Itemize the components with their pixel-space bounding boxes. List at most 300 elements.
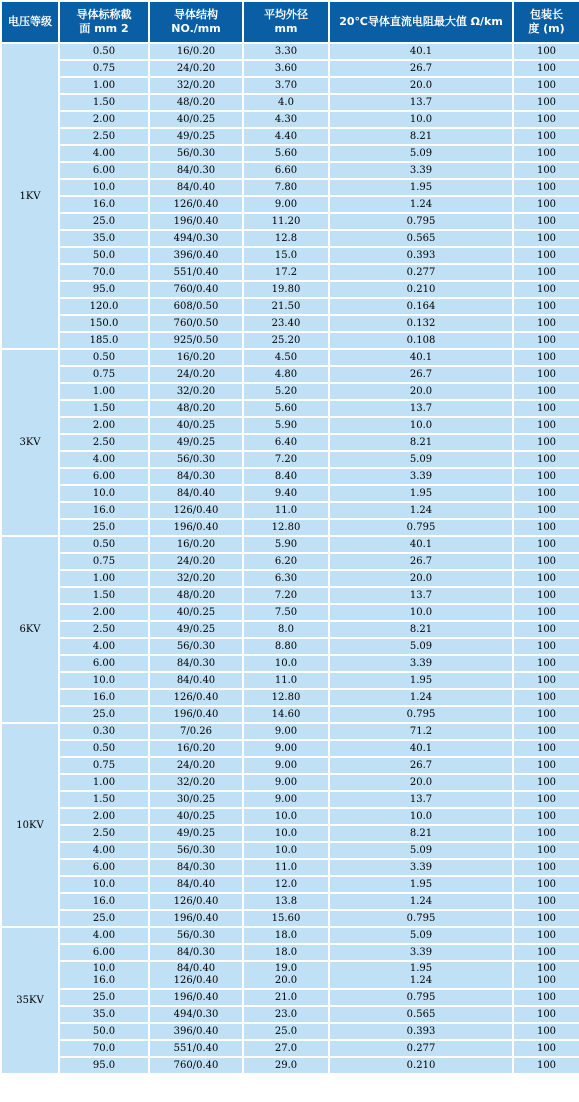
- cell-text: 26.7: [409, 369, 433, 380]
- cell-text: 100: [536, 963, 557, 974]
- table-row: [2, 61, 579, 76]
- diameter-cell: [244, 537, 328, 552]
- cell-text: 11.0: [274, 675, 298, 686]
- resistance-cell: [330, 78, 512, 93]
- cell-text: 4.00: [92, 845, 116, 856]
- cross-section-cell: [60, 367, 148, 382]
- structure-cell: [150, 282, 242, 297]
- cell-text: 1.24: [409, 505, 433, 516]
- cross-section-cell: [60, 928, 148, 943]
- length-cell: [514, 367, 579, 382]
- table-row: [2, 826, 579, 841]
- cell-text: 9.00: [274, 199, 298, 210]
- resistance-cell: [330, 367, 512, 382]
- diameter-cell: [244, 163, 328, 178]
- cell-text: 84/0.30: [176, 947, 216, 958]
- length-cell: [514, 384, 579, 399]
- cell-text: 100: [536, 284, 557, 295]
- length-cell: [514, 469, 579, 484]
- table-row: [2, 265, 579, 280]
- cell-text: 0.164: [406, 301, 436, 312]
- voltage-class-cell: 1KV: [2, 44, 58, 348]
- cell-text: 551/0.40: [173, 1043, 219, 1054]
- cell-text: 23.40: [271, 318, 301, 329]
- cross-section-cell: [60, 231, 148, 246]
- diameter-cell: [244, 809, 328, 824]
- cell-text: 4.00: [92, 930, 116, 941]
- cell-text: 100: [536, 658, 557, 669]
- resistance-cell: [330, 44, 512, 59]
- cell-text: 16.0: [92, 692, 116, 703]
- structure-cell: [150, 333, 242, 348]
- cell-text: 4.50: [274, 352, 298, 363]
- cross-section-cell: [60, 622, 148, 637]
- cell-text: 25.0: [92, 709, 116, 720]
- cell-text: 100: [536, 692, 557, 703]
- cell-text: 32/0.20: [176, 80, 216, 91]
- cross-section-cell: [60, 435, 148, 450]
- cell-text: 0.75: [92, 369, 116, 380]
- cell-text: 100: [536, 726, 557, 737]
- resistance-cell: [330, 843, 512, 858]
- length-cell: [514, 316, 579, 331]
- cell-text: 5.09: [409, 148, 433, 159]
- cell-text: 21.50: [271, 301, 301, 312]
- cell-text: 9.00: [274, 743, 298, 754]
- structure-cell: [150, 367, 242, 382]
- length-cell: [514, 605, 579, 620]
- cell-text: 5.90: [274, 539, 298, 550]
- resistance-cell: [330, 384, 512, 399]
- cross-section-cell: [60, 690, 148, 705]
- diameter-cell: [244, 469, 328, 484]
- table-row: [2, 299, 579, 314]
- cell-text: 196/0.40: [173, 709, 219, 720]
- cell-text: 100: [536, 1043, 557, 1054]
- diameter-cell: [244, 435, 328, 450]
- structure-cell: [150, 775, 242, 790]
- cell-text: 1.95: [409, 675, 433, 686]
- cell-text: 100: [536, 471, 557, 482]
- structure-cell: [150, 724, 242, 739]
- cell-text: 40/0.25: [176, 607, 216, 618]
- cell-text: 8.21: [409, 624, 433, 635]
- table-row: [2, 656, 579, 671]
- resistance-cell: [330, 197, 512, 212]
- cell-text: 100: [536, 743, 557, 754]
- table-body: [2, 44, 579, 1073]
- length-cell: [514, 333, 579, 348]
- cell-text: 32/0.20: [176, 777, 216, 788]
- cell-text: 100: [536, 199, 557, 210]
- cell-text: 13.8: [274, 896, 298, 907]
- structure-cell: [150, 690, 242, 705]
- cell-text: 10.0: [274, 658, 298, 669]
- cell-text: 56/0.30: [176, 930, 216, 941]
- length-cell: [514, 656, 579, 671]
- cross-section-cell: [60, 95, 148, 110]
- cell-text: 0.277: [406, 267, 436, 278]
- cell-text: 100: [536, 250, 557, 261]
- length-cell: [514, 418, 579, 433]
- diameter-cell: [244, 214, 328, 229]
- cell-text: 5.90: [274, 420, 298, 431]
- cell-text: 10.0: [409, 420, 433, 431]
- cell-text: 84/0.40: [176, 182, 216, 193]
- structure-cell: [150, 639, 242, 654]
- cell-text: 100: [536, 352, 557, 363]
- structure-cell: [150, 673, 242, 688]
- cell-text: 24/0.20: [176, 760, 216, 771]
- length-cell: [514, 775, 579, 790]
- resistance-cell: [330, 809, 512, 824]
- cell-text: 3.30: [274, 46, 298, 57]
- table-row: [2, 384, 579, 399]
- resistance-cell: [330, 1024, 512, 1039]
- length-cell: [514, 265, 579, 280]
- cell-text: 84/0.40: [176, 488, 216, 499]
- cell-text: 196/0.40: [173, 992, 219, 1003]
- cell-text: 29.0: [274, 1060, 298, 1071]
- cell-text: 3.39: [409, 471, 433, 482]
- diameter-cell: [244, 1024, 328, 1039]
- cross-section-cell: [60, 707, 148, 722]
- diameter-cell: [244, 95, 328, 110]
- cell-text: 100: [536, 267, 557, 278]
- length-cell: [514, 588, 579, 603]
- cell-text: 0.30: [92, 726, 116, 737]
- cell-text: 1.50: [92, 590, 116, 601]
- cell-text: 100: [536, 896, 557, 907]
- cross-section-cell: [60, 554, 148, 569]
- cell-text: 2.00: [92, 114, 116, 125]
- resistance-cell: [330, 503, 512, 518]
- cell-text: 84/0.30: [176, 165, 216, 176]
- length-cell: [514, 350, 579, 365]
- table-row: [2, 809, 579, 824]
- diameter-cell: [244, 605, 328, 620]
- cell-text: 1.95: [409, 488, 433, 499]
- cross-section-cell: [60, 129, 148, 144]
- cell-text: 925/0.50: [173, 335, 219, 346]
- cell-text: 0.277: [406, 1043, 436, 1054]
- diameter-cell: [244, 78, 328, 93]
- cell-text: 396/0.40: [173, 250, 219, 261]
- cell-text: 760/0.50: [173, 318, 219, 329]
- cell-text: 0.795: [406, 913, 436, 924]
- cell-text: 25.0: [92, 522, 116, 533]
- cross-section-cell: [60, 843, 148, 858]
- cell-text: 6.40: [274, 437, 298, 448]
- resistance-cell: [330, 180, 512, 195]
- cross-section-cell: [60, 911, 148, 926]
- length-cell: [514, 299, 579, 314]
- resistance-cell: [330, 112, 512, 127]
- cell-text: 100: [536, 46, 557, 57]
- diameter-cell: [244, 350, 328, 365]
- table-row: [2, 282, 579, 297]
- cell-text: 56/0.30: [176, 641, 216, 652]
- cell-text: 100: [536, 879, 557, 890]
- cell-text: 11.0: [274, 505, 298, 516]
- cell-text: 100: [536, 607, 557, 618]
- table-row: [2, 520, 579, 535]
- cross-section-cell: [60, 316, 148, 331]
- length-cell: [514, 401, 579, 416]
- table-row: [2, 163, 579, 178]
- length-cell: [514, 792, 579, 807]
- diameter-cell: [244, 860, 328, 875]
- table-row: [2, 571, 579, 586]
- structure-cell: [150, 299, 242, 314]
- cell-text: 2.50: [92, 624, 116, 635]
- structure-cell: [150, 990, 242, 1005]
- diameter-cell: [244, 673, 328, 688]
- cross-section-cell: [60, 282, 148, 297]
- cross-section-cell: [60, 503, 148, 518]
- resistance-cell: [330, 605, 512, 620]
- cross-section-cell: [60, 384, 148, 399]
- cross-section-cell: [60, 486, 148, 501]
- resistance-cell: [330, 452, 512, 467]
- structure-cell: [150, 146, 242, 161]
- cell-text: 100: [536, 488, 557, 499]
- cell-text: 6.30: [274, 573, 298, 584]
- diameter-cell: [244, 962, 328, 988]
- cell-text: 8.80: [274, 641, 298, 652]
- diameter-cell: [244, 180, 328, 195]
- resistance-cell: [330, 231, 512, 246]
- table-row: [2, 452, 579, 467]
- cell-text: 6.60: [274, 165, 298, 176]
- table-row: [2, 197, 579, 212]
- cell-text: 120.0: [89, 301, 119, 312]
- cross-section-cell: [60, 945, 148, 960]
- cell-text: 32/0.20: [176, 573, 216, 584]
- cross-section-cell: [60, 333, 148, 348]
- cell-text: 24/0.20: [176, 556, 216, 567]
- resistance-cell: [330, 469, 512, 484]
- table-row: [2, 333, 579, 348]
- voltage-class-cell: 6KV: [2, 537, 58, 722]
- cross-section-cell: [60, 826, 148, 841]
- voltage-class-cell: 35KV: [2, 928, 58, 1073]
- cell-text: 35.0: [92, 1009, 116, 1020]
- structure-cell: [150, 486, 242, 501]
- cell-text: 5.09: [409, 454, 433, 465]
- cell-text: 10.0: [92, 488, 116, 499]
- table-row: [2, 401, 579, 416]
- cell-text: 2.00: [92, 811, 116, 822]
- cell-text: 14.60: [271, 709, 301, 720]
- cell-text: 1.50: [92, 403, 116, 414]
- cell-text: 56/0.30: [176, 148, 216, 159]
- cell-text: 1.95: [409, 963, 433, 974]
- length-cell: [514, 537, 579, 552]
- cell-text: 6.00: [92, 165, 116, 176]
- cell-text: 196/0.40: [173, 522, 219, 533]
- cell-text: 10.0: [409, 114, 433, 125]
- cell-text: 100: [536, 63, 557, 74]
- table-row: [2, 112, 579, 127]
- diameter-cell: [244, 894, 328, 909]
- cross-section-cell: [60, 809, 148, 824]
- table-row: [2, 605, 579, 620]
- structure-cell: [150, 656, 242, 671]
- cell-text: 10.0: [92, 675, 116, 686]
- cell-text: 0.795: [406, 522, 436, 533]
- diameter-cell: [244, 299, 328, 314]
- cell-text: 13.7: [409, 590, 433, 601]
- cell-text: 15.60: [271, 913, 301, 924]
- structure-cell: [150, 452, 242, 467]
- resistance-cell: [330, 163, 512, 178]
- cell-text: 3.60: [274, 63, 298, 74]
- cell-text: 150.0: [89, 318, 119, 329]
- diameter-cell: [244, 775, 328, 790]
- cell-text: 2.00: [92, 607, 116, 618]
- cell-text: 40.1: [409, 352, 433, 363]
- cell-text: 2.00: [92, 420, 116, 431]
- diameter-cell: [244, 758, 328, 773]
- diameter-cell: [244, 741, 328, 756]
- table-row: [2, 469, 579, 484]
- table-row: [2, 860, 579, 875]
- cell-text: 10.0: [274, 828, 298, 839]
- cell-text: 100: [536, 794, 557, 805]
- structure-cell: [150, 554, 242, 569]
- table-row: [2, 707, 579, 722]
- length-cell: [514, 707, 579, 722]
- cell-text: 760/0.40: [173, 1060, 219, 1071]
- table-row: [2, 554, 579, 569]
- table-row: [2, 962, 579, 988]
- cell-text: 48/0.20: [176, 97, 216, 108]
- cross-section-cell: [60, 197, 148, 212]
- cell-text: 23.0: [274, 1009, 298, 1020]
- cell-text: 8.21: [409, 437, 433, 448]
- table-row: [2, 146, 579, 161]
- resistance-cell: [330, 435, 512, 450]
- resistance-cell: [330, 129, 512, 144]
- cell-text: 12.8: [274, 233, 298, 244]
- cell-text: 0.75: [92, 556, 116, 567]
- resistance-cell: [330, 214, 512, 229]
- diameter-cell: [244, 418, 328, 433]
- cell-text: 9.00: [274, 777, 298, 788]
- cross-section-cell: [60, 44, 148, 59]
- diameter-cell: [244, 877, 328, 892]
- length-cell: [514, 622, 579, 637]
- cross-section-cell: [60, 469, 148, 484]
- cell-text: 4.0: [278, 97, 294, 108]
- cross-section-cell: [60, 673, 148, 688]
- table-row: [2, 1041, 579, 1056]
- length-cell: [514, 1041, 579, 1056]
- table-row: [2, 435, 579, 450]
- resistance-cell: [330, 265, 512, 280]
- cross-section-cell: [60, 605, 148, 620]
- cross-section-cell: [60, 1058, 148, 1073]
- cross-section-cell: [60, 401, 148, 416]
- cell-text: 12.80: [271, 692, 301, 703]
- cell-text: 1.50: [92, 97, 116, 108]
- cell-text: 760/0.40: [173, 284, 219, 295]
- cell-text: 100: [536, 454, 557, 465]
- structure-cell: [150, 503, 242, 518]
- cell-text: 6.20: [274, 556, 298, 567]
- diameter-cell: [244, 265, 328, 280]
- diameter-cell: [244, 792, 328, 807]
- cell-text: 84/0.30: [176, 471, 216, 482]
- cell-text: 13.7: [409, 97, 433, 108]
- cell-text: 15.0: [274, 250, 298, 261]
- table-row: [2, 690, 579, 705]
- cell-text: 20.0: [274, 975, 298, 986]
- resistance-cell: [330, 792, 512, 807]
- cross-section-cell: [60, 724, 148, 739]
- length-cell: [514, 95, 579, 110]
- length-cell: [514, 163, 579, 178]
- resistance-cell: [330, 826, 512, 841]
- diameter-cell: [244, 588, 328, 603]
- cell-text: 100: [536, 216, 557, 227]
- resistance-cell: [330, 928, 512, 943]
- structure-cell: [150, 622, 242, 637]
- header-voltage-class: 电压等级: [2, 2, 58, 42]
- cell-text: 84/0.40: [176, 879, 216, 890]
- cell-text: 5.20: [274, 386, 298, 397]
- length-cell: [514, 860, 579, 875]
- voltage-class-cell: 10KV: [2, 724, 58, 926]
- table-row: [2, 588, 579, 603]
- cell-text: 185.0: [89, 335, 119, 346]
- diameter-cell: [244, 911, 328, 926]
- length-cell: [514, 435, 579, 450]
- resistance-cell: [330, 911, 512, 926]
- resistance-cell: [330, 333, 512, 348]
- cross-section-cell: [60, 792, 148, 807]
- resistance-cell: [330, 554, 512, 569]
- structure-cell: [150, 78, 242, 93]
- length-cell: [514, 877, 579, 892]
- cell-text: 19.80: [271, 284, 301, 295]
- structure-cell: [150, 248, 242, 263]
- cell-text: 25.0: [92, 216, 116, 227]
- length-cell: [514, 1024, 579, 1039]
- resistance-cell: [330, 248, 512, 263]
- diameter-cell: [244, 146, 328, 161]
- cross-section-cell: [60, 112, 148, 127]
- cell-text: 48/0.20: [176, 403, 216, 414]
- cell-text: 56/0.30: [176, 845, 216, 856]
- diameter-cell: [244, 707, 328, 722]
- length-cell: [514, 843, 579, 858]
- cell-text: 100: [536, 114, 557, 125]
- cell-text: 2.50: [92, 828, 116, 839]
- resistance-cell: [330, 418, 512, 433]
- cell-text: 7.20: [274, 590, 298, 601]
- cell-text: 1.50: [92, 794, 116, 805]
- cell-text: 19.0: [274, 963, 298, 974]
- length-cell: [514, 639, 579, 654]
- cell-text: 100: [536, 335, 557, 346]
- length-cell: [514, 571, 579, 586]
- resistance-cell: [330, 741, 512, 756]
- cross-section-cell: [60, 571, 148, 586]
- cell-text: 25.20: [271, 335, 301, 346]
- table-row: [2, 741, 579, 756]
